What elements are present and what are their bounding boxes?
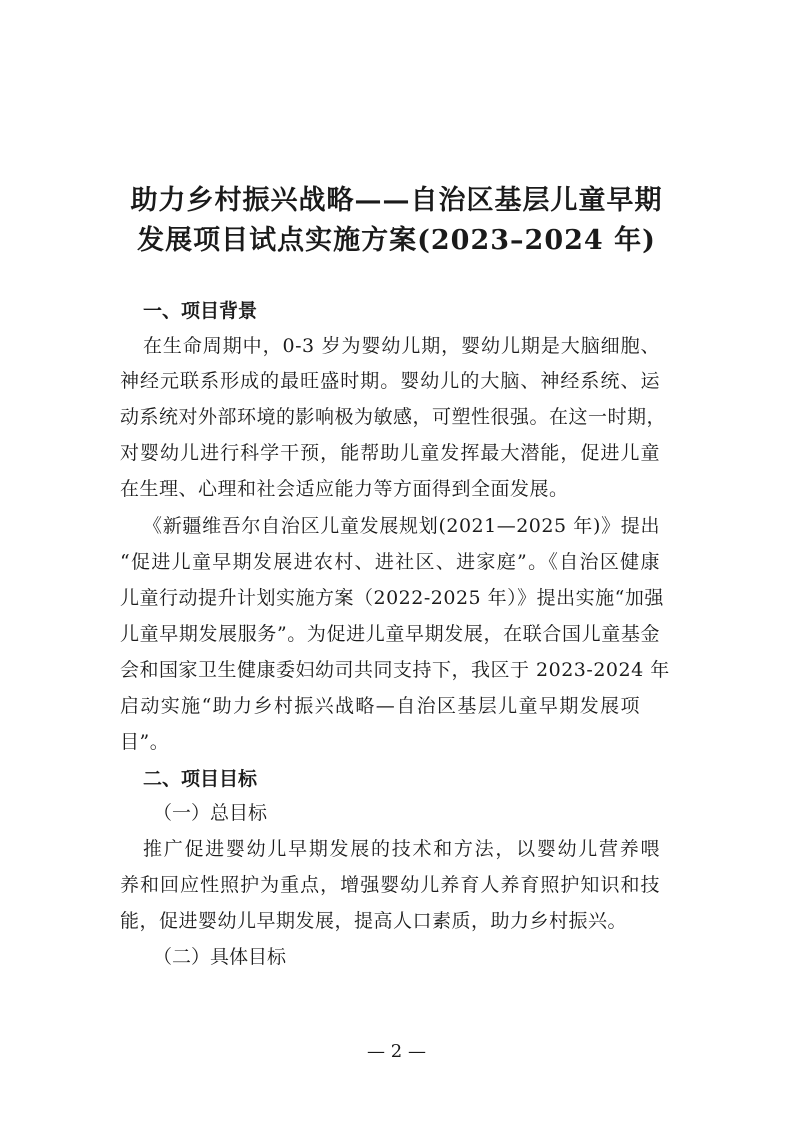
paragraph-line: 目”。 xyxy=(120,731,170,753)
paragraph-line: 会和国家卫生健康委妇幼司共同支持下，我区于 2023-2024 年 xyxy=(120,659,670,681)
section-2-heading: 二、项目目标 xyxy=(143,768,258,790)
paragraph-line: 神经元联系形成的最旺盛时期。婴幼儿的大脑、神经系统、运 xyxy=(120,370,660,392)
paragraph-line: “促进儿童早期发展进农村、进社区、进家庭”。《自治区健康 xyxy=(120,551,660,573)
subsection-general-goal: （一）总目标 xyxy=(153,802,268,824)
page-number: — 2 — xyxy=(367,1041,426,1062)
subsection-specific-goals: （二）具体目标 xyxy=(153,946,287,968)
paragraph-line: 对婴幼儿进行科学干预，能帮助儿童发挥最大潜能，促进儿童 xyxy=(120,442,660,464)
paragraph-line: 儿童早期发展服务”。为促进儿童早期发展，在联合国儿童基金 xyxy=(120,623,660,645)
paragraph-line: 推广促进婴幼儿早期发展的技术和方法，以婴幼儿营养喂 xyxy=(143,838,660,860)
paragraph-line: 能，促进婴幼儿早期发展，提高人口素质，助力乡村振兴。 xyxy=(120,910,628,932)
paragraph-line: 儿童行动提升计划实施方案（2022-2025 年）》提出实施“加强 xyxy=(120,587,664,609)
paragraph-line: 在生命周期中，0-3 岁为婴幼儿期，婴幼儿期是大脑细胞、 xyxy=(143,335,660,357)
paragraph-line: 养和回应性照护为重点，增强婴幼儿养育人养育照护知识和技 xyxy=(120,874,660,896)
paragraph-line: 启动实施“助力乡村振兴战略—自治区基层儿童早期发展项 xyxy=(120,695,640,717)
paragraph-line: 《新疆维吾尔自治区儿童发展规划(2021—2025 年)》提出 xyxy=(143,515,660,537)
section-1-heading: 一、项目背景 xyxy=(143,300,258,322)
document-title-line-1: 助力乡村振兴战略——自治区基层儿童早期 xyxy=(130,185,663,216)
document-title-line-2: 发展项目试点实施方案(2023–2024 年) xyxy=(137,225,656,256)
paragraph-line: 动系统对外部环境的影响极为敏感，可塑性很强。在这一时期， xyxy=(120,406,667,428)
paragraph-line: 在生理、心理和社会适应能力等方面得到全面发展。 xyxy=(120,478,569,500)
